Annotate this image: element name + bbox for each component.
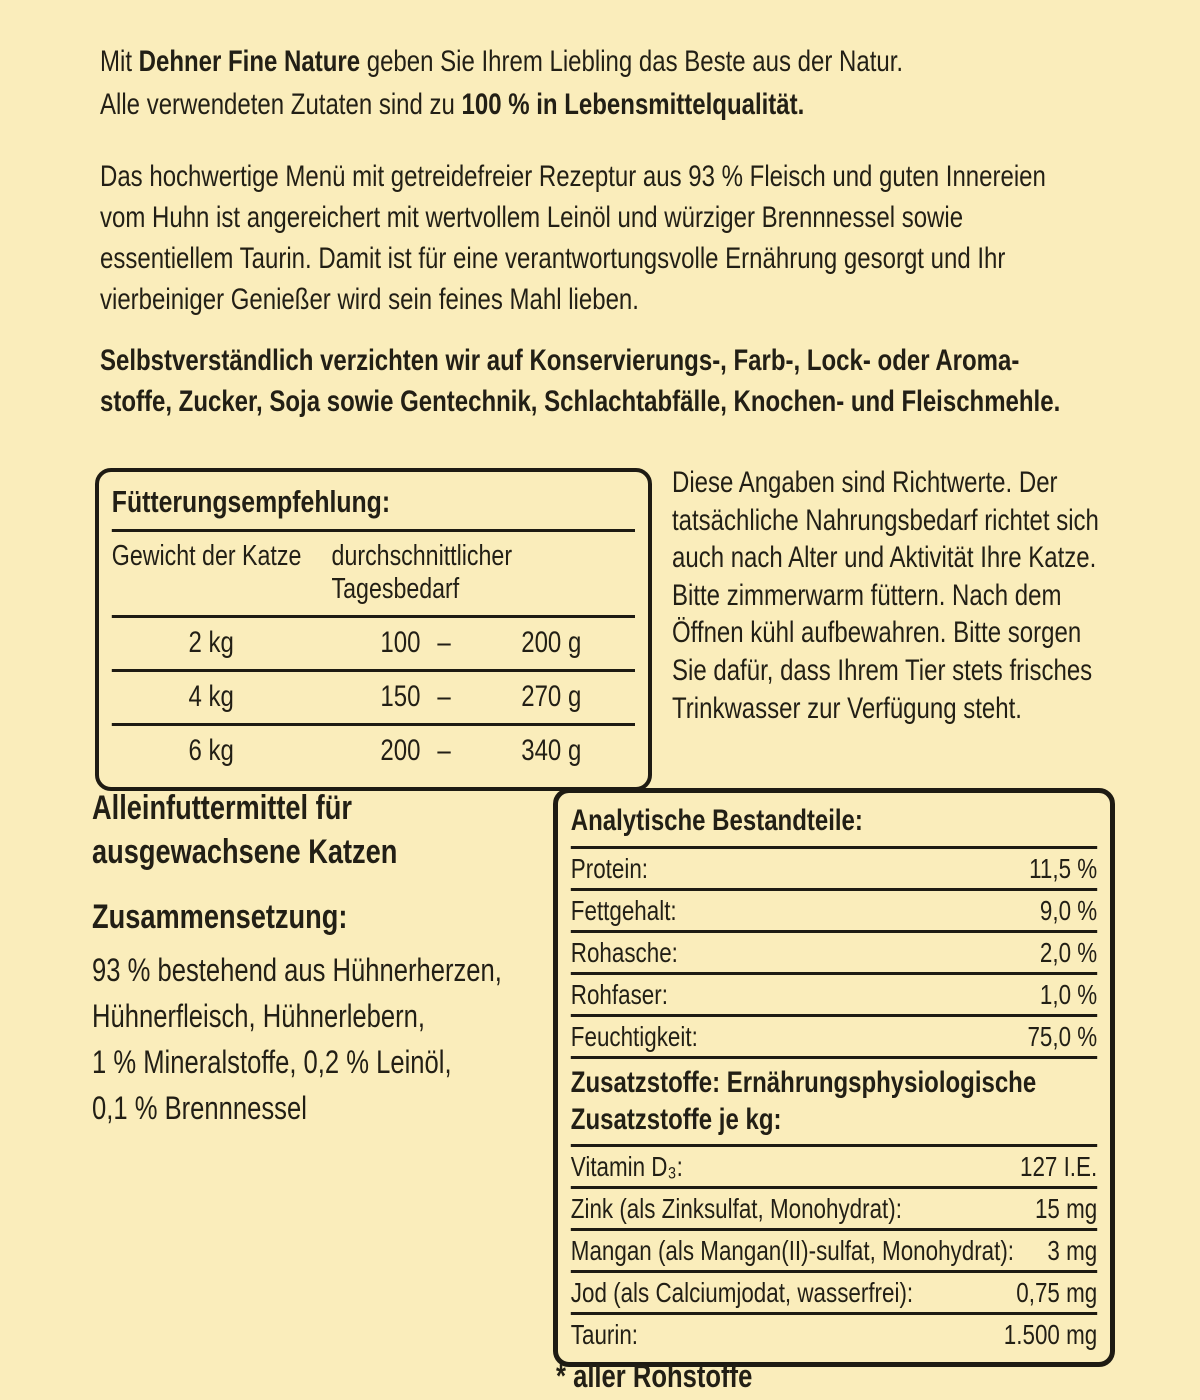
feed-type-heading bbox=[92, 786, 556, 874]
daily-min: 100 bbox=[380, 626, 421, 659]
feeding-table-header bbox=[112, 532, 635, 618]
additive-label: Taurin: bbox=[570, 1319, 639, 1350]
daily-max: 270 g bbox=[521, 680, 582, 713]
additive-label: Jod (als Calciumjodat, wasserfrei): bbox=[570, 1277, 914, 1308]
additive-value: 3 mg bbox=[1047, 1235, 1098, 1266]
description-paragraph bbox=[100, 156, 1140, 320]
feeding-recommendation-box bbox=[95, 468, 652, 791]
daily-max: 340 g bbox=[521, 734, 582, 767]
additives-heading-line: Zusatzstoffe je kg: bbox=[570, 1103, 782, 1136]
notes-line: Öffnen kühl aufbewahren. Bitte sorgen bbox=[672, 616, 1082, 650]
notes-line: Sie dafür, dass Ihrem Tier stets frisches bbox=[672, 653, 1093, 687]
description-line: vom Huhn ist angereichert mit wertvollem Leinöl und würziger Brennnessel sowie bbox=[100, 201, 964, 234]
additive-value: 1.500 mg bbox=[1003, 1319, 1098, 1350]
additive-row bbox=[571, 1273, 1097, 1315]
analysis-value: 1,0 % bbox=[1039, 979, 1098, 1010]
composition-text bbox=[92, 947, 556, 1131]
cat-weight: 4 kg bbox=[188, 680, 234, 713]
range-dash: – bbox=[437, 626, 451, 659]
additives-heading-line: Zusatzstoffe: Ernährungsphysiologische bbox=[570, 1066, 1037, 1099]
analysis-label: Rohasche: bbox=[570, 937, 678, 968]
additive-label: Zink (als Zinksulfat, Monohydrat): bbox=[570, 1193, 902, 1224]
analysis-value: 11,5 % bbox=[1029, 853, 1098, 884]
additive-row bbox=[571, 1147, 1097, 1189]
daily-min: 200 bbox=[380, 734, 421, 767]
feeding-title: Fütterungsempfehlung: bbox=[112, 480, 635, 532]
analysis-label: Protein: bbox=[570, 853, 648, 884]
analysis-value: 75,0 % bbox=[1027, 1021, 1098, 1052]
intro-paragraph bbox=[100, 40, 1140, 126]
analysis-value: 9,0 % bbox=[1039, 895, 1098, 926]
notes-line: tatsächliche Nahrungsbedarf richtet sich bbox=[672, 503, 1099, 537]
additives-heading bbox=[571, 1059, 1097, 1147]
feed-type-line: ausgewachsene Katzen bbox=[92, 833, 398, 871]
additive-row bbox=[571, 1189, 1097, 1231]
cat-weight: 6 kg bbox=[188, 734, 234, 767]
feed-type-line: Alleinfuttermittel für bbox=[92, 789, 352, 827]
raw-materials-footnote: * aller Rohstoffe bbox=[556, 1358, 753, 1394]
range-dash: – bbox=[437, 734, 451, 767]
analysis-row bbox=[571, 1017, 1097, 1059]
feeding-row bbox=[112, 618, 635, 672]
analysis-row bbox=[571, 933, 1097, 975]
promise-line: Selbstverständlich verzichten wir auf Konservierungs-, Farb-, Lock- oder Aroma- bbox=[100, 344, 1020, 377]
feeding-row bbox=[112, 726, 635, 777]
analysis-value: 2,0 % bbox=[1039, 937, 1098, 968]
daily-min: 150 bbox=[380, 680, 421, 713]
feeding-notes-paragraph bbox=[672, 464, 1184, 727]
intro-text: Alle verwendeten Zutaten sind zu bbox=[100, 88, 462, 121]
intro-text: Mit bbox=[100, 45, 139, 78]
analysis-row bbox=[571, 891, 1097, 933]
range-dash: – bbox=[437, 680, 451, 713]
analysis-label: Fettgehalt: bbox=[570, 895, 677, 926]
notes-line: Trinkwasser zur Verfügung steht. bbox=[672, 691, 1022, 725]
analysis-title: Analytische Bestandteile: bbox=[571, 799, 1097, 849]
analysis-row bbox=[571, 849, 1097, 891]
additive-value: 15 mg bbox=[1034, 1193, 1098, 1224]
analysis-row bbox=[571, 975, 1097, 1017]
additive-value: 0,75 mg bbox=[1016, 1277, 1098, 1308]
notes-line: Bitte zimmerwarm füttern. Nach dem bbox=[672, 578, 1062, 612]
analysis-label: Rohfaser: bbox=[570, 979, 668, 1010]
composition-line: 0,1 % Brennnessel bbox=[92, 1090, 307, 1126]
description-line: Das hochwertige Menü mit getreidefreier Rezeptur aus 93 % Fleisch und guten Innereien bbox=[100, 160, 1046, 193]
additive-row bbox=[571, 1231, 1097, 1273]
composition-line: Hühnerfleisch, Hühnerlebern, bbox=[92, 998, 425, 1034]
composition-heading: Zusammensetzung: bbox=[92, 898, 348, 936]
promise-line: stoffe, Zucker, Soja sowie Gentechnik, Schlachtabfälle, Knochen- und Fleischmehle. bbox=[100, 385, 1061, 418]
no-additives-paragraph bbox=[100, 340, 1140, 422]
daily-max: 200 g bbox=[521, 626, 582, 659]
additive-label: Vitamin D₃: bbox=[570, 1151, 683, 1182]
notes-line: auch nach Alter und Aktivität Ihre Katze. bbox=[672, 541, 1097, 575]
analysis-table bbox=[558, 793, 1110, 1362]
weight-column-header: Gewicht der Katze bbox=[111, 540, 302, 572]
feeding-row bbox=[112, 672, 635, 726]
analysis-label: Feuchtigkeit: bbox=[570, 1021, 698, 1052]
additive-row bbox=[571, 1315, 1097, 1354]
additive-value: 127 I.E. bbox=[1019, 1151, 1098, 1182]
daily-demand-column-header: durchschnittlicher Tagesbedarf bbox=[331, 540, 513, 605]
quality-claim: 100 % in Lebensmittelqualität. bbox=[461, 88, 805, 121]
notes-line: Diese Angaben sind Richtwerte. Der bbox=[672, 466, 1058, 499]
analytical-constituents-box bbox=[553, 788, 1115, 1367]
intro-text: geben Sie Ihrem Liebling das Beste aus der Natur. bbox=[360, 45, 904, 78]
cat-weight: 2 kg bbox=[188, 626, 234, 659]
additive-label: Mangan (als Mangan(II)-sulfat, Monohydrat): bbox=[570, 1235, 1015, 1266]
composition-line: 93 % bestehend aus Hühnerherzen, bbox=[92, 952, 502, 988]
product-info-column bbox=[92, 786, 556, 1131]
intro-line-2 bbox=[100, 83, 1140, 126]
brand-name: Dehner Fine Nature bbox=[138, 45, 361, 78]
intro-line-1 bbox=[100, 40, 1140, 83]
description-line: essentiellem Taurin. Damit ist für eine verantwortungsvolle Ernährung gesorgt und Ihr bbox=[100, 242, 1006, 275]
composition-line: 1 % Mineralstoffe, 0,2 % Leinöl, bbox=[92, 1044, 452, 1080]
feeding-table bbox=[99, 472, 648, 787]
description-line: vierbeiniger Genießer wird sein feines Mahl lieben. bbox=[100, 283, 639, 316]
